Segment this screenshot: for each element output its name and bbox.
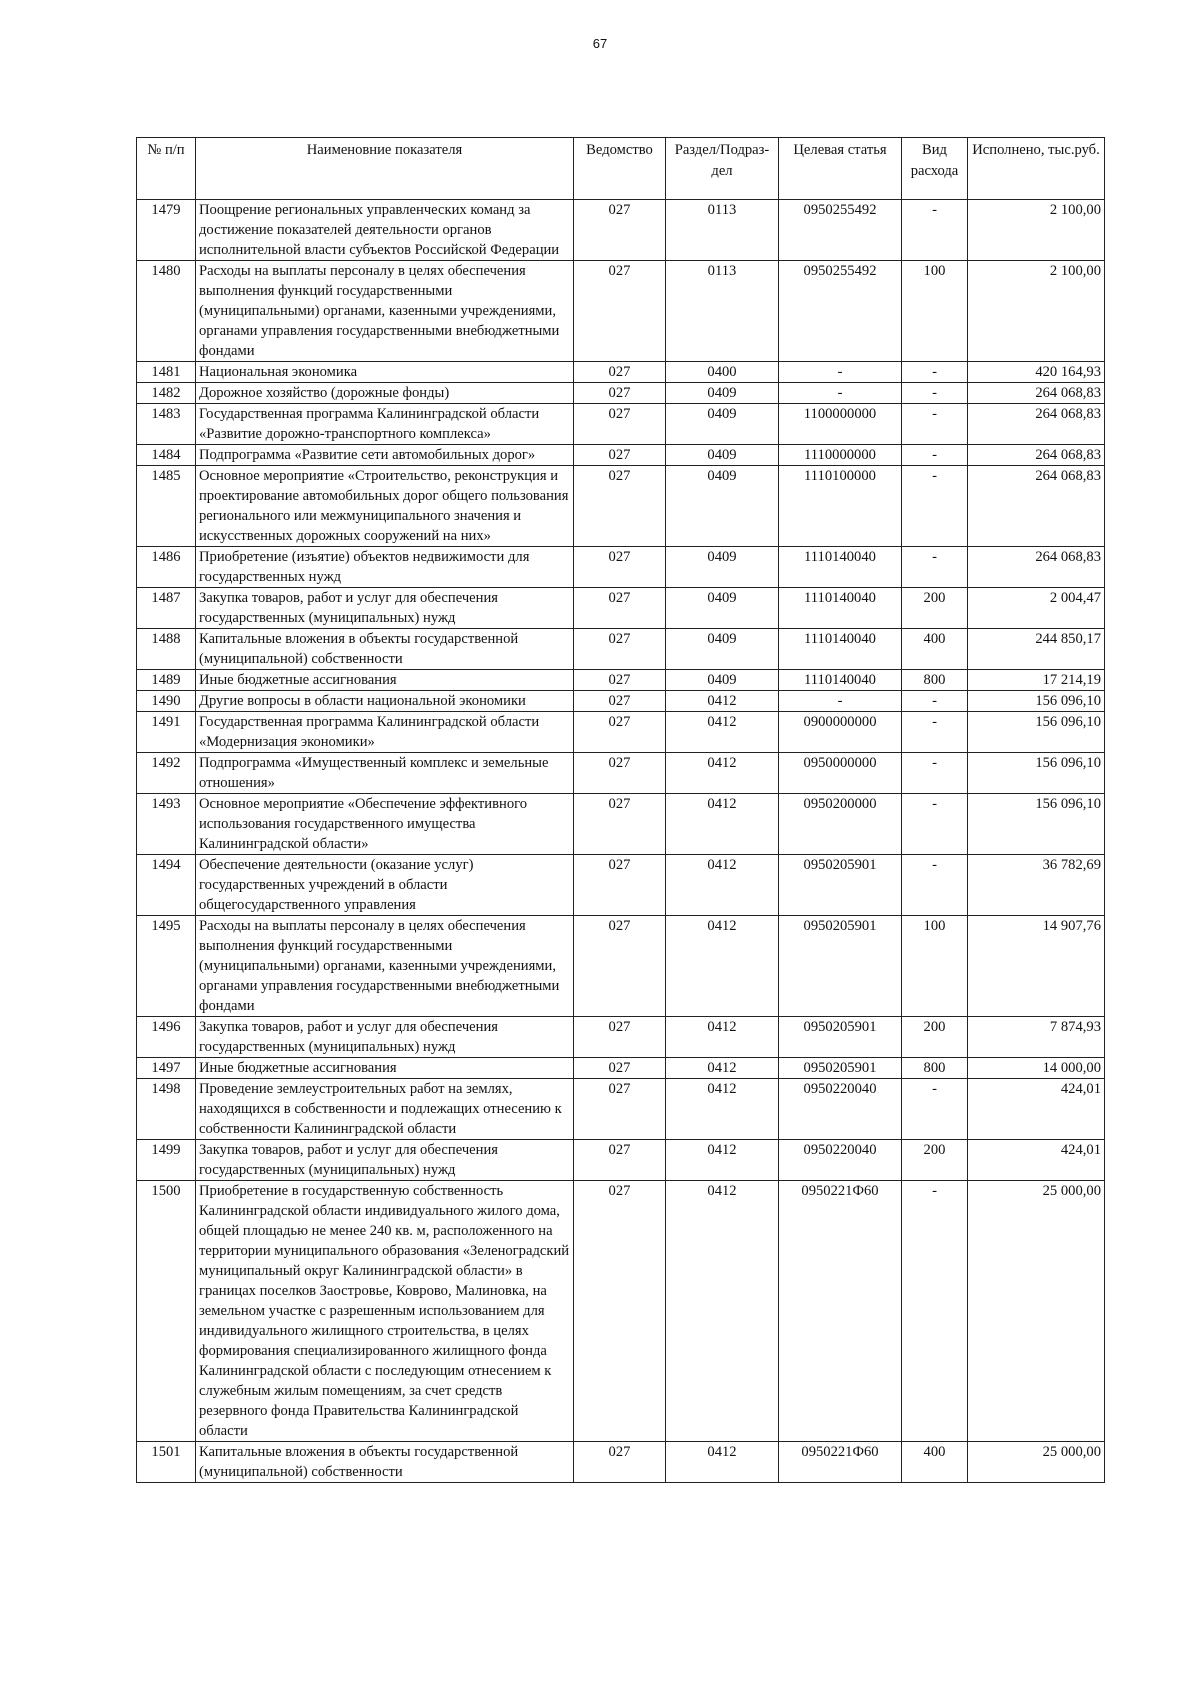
row-name: Обеспечение деятельности (оказание услуг) государственных учреждений в области общегосударственного управления — [196, 855, 574, 916]
row-kind: 100 — [902, 916, 968, 1017]
row-amount: 17 214,19 — [968, 670, 1105, 691]
row-kind: - — [902, 383, 968, 404]
page-number: 67 — [592, 36, 608, 51]
row-section: 0409 — [666, 547, 779, 588]
row-number: 1499 — [137, 1140, 196, 1181]
row-amount: 424,01 — [968, 1079, 1105, 1140]
row-number: 1494 — [137, 855, 196, 916]
row-number: 1480 — [137, 261, 196, 362]
row-amount: 25 000,00 — [968, 1181, 1105, 1442]
row-number: 1485 — [137, 466, 196, 547]
row-target: 0900000000 — [779, 712, 902, 753]
row-section: 0409 — [666, 588, 779, 629]
row-target: 0950200000 — [779, 794, 902, 855]
row-name: Государственная программа Калининградской области «Модернизация экономики» — [196, 712, 574, 753]
row-section: 0113 — [666, 200, 779, 261]
row-kind: 400 — [902, 629, 968, 670]
row-section: 0412 — [666, 712, 779, 753]
row-dept: 027 — [574, 445, 666, 466]
row-kind: - — [902, 362, 968, 383]
row-number: 1484 — [137, 445, 196, 466]
table-row — [137, 794, 1105, 855]
row-kind: - — [902, 466, 968, 547]
row-dept: 027 — [574, 466, 666, 547]
row-amount: 25 000,00 — [968, 1442, 1105, 1483]
row-number: 1486 — [137, 547, 196, 588]
row-dept: 027 — [574, 1442, 666, 1483]
row-number: 1496 — [137, 1017, 196, 1058]
row-name: Национальная экономика — [196, 362, 574, 383]
header-dept: Ведомство — [574, 138, 666, 200]
row-dept: 027 — [574, 753, 666, 794]
row-section: 0412 — [666, 1181, 779, 1442]
row-name: Закупка товаров, работ и услуг для обеспечения государственных (муниципальных) нужд — [196, 1140, 574, 1181]
row-dept: 027 — [574, 588, 666, 629]
row-number: 1491 — [137, 712, 196, 753]
budget-table — [136, 137, 1105, 1483]
row-target: 0950255492 — [779, 200, 902, 261]
row-number: 1488 — [137, 629, 196, 670]
row-name: Подпрограмма «Имущественный комплекс и земельные отношения» — [196, 753, 574, 794]
row-section: 0412 — [666, 753, 779, 794]
row-number: 1489 — [137, 670, 196, 691]
row-kind: - — [902, 691, 968, 712]
row-section: 0412 — [666, 1442, 779, 1483]
table-row — [137, 362, 1105, 383]
row-dept: 027 — [574, 1079, 666, 1140]
row-name: Приобретение в государственную собственность Калининградской области индивидуального жилого дома, общей площадью не менее 240 кв. м, расположенного на территории муниципального образования «Зеленоградский муниципальный округ Калининградской области» в границах поселков Заостровье, Коврово, Малиновка, на земельном участке с разрешенным использованием для индивидуального жилищного строительства, в целях формирования специализированного жилищного фонда Калининградской области с последующим отнесением к служебным жилым помещениям, за счет средств резервного фонда Правительства Калининградской области — [196, 1181, 574, 1442]
row-number: 1483 — [137, 404, 196, 445]
table-row — [137, 855, 1105, 916]
row-amount: 156 096,10 — [968, 691, 1105, 712]
row-target: 0950221Ф60 — [779, 1181, 902, 1442]
row-amount: 156 096,10 — [968, 712, 1105, 753]
row-name: Государственная программа Калининградской области «Развитие дорожно-транспортного комплекса» — [196, 404, 574, 445]
row-section: 0412 — [666, 1140, 779, 1181]
row-name: Дорожное хозяйство (дорожные фонды) — [196, 383, 574, 404]
header-num: № п/п — [137, 138, 196, 200]
row-dept: 027 — [574, 404, 666, 445]
row-section: 0412 — [666, 916, 779, 1017]
row-target: - — [779, 362, 902, 383]
row-kind: 800 — [902, 1058, 968, 1079]
row-kind: - — [902, 712, 968, 753]
header-section: Раздел/Подраз-дел — [666, 138, 779, 200]
row-dept: 027 — [574, 1017, 666, 1058]
row-dept: 027 — [574, 261, 666, 362]
row-dept: 027 — [574, 916, 666, 1017]
row-name: Расходы на выплаты персоналу в целях обеспечения выполнения функций государственными (муниципальными) органами, казенными учреждениями, органами управления государственными внебюджетными фондами — [196, 261, 574, 362]
row-amount: 36 782,69 — [968, 855, 1105, 916]
row-section: 0412 — [666, 794, 779, 855]
row-name: Иные бюджетные ассигнования — [196, 1058, 574, 1079]
row-kind: - — [902, 855, 968, 916]
row-dept: 027 — [574, 1181, 666, 1442]
table-row — [137, 753, 1105, 794]
table-body — [137, 200, 1105, 1483]
row-dept: 027 — [574, 1140, 666, 1181]
row-target: 1110000000 — [779, 445, 902, 466]
row-name: Проведение землеустроительных работ на землях, находящихся в собственности и подлежащих отнесению к собственности Калининградской области — [196, 1079, 574, 1140]
row-dept: 027 — [574, 383, 666, 404]
table-header-row — [137, 138, 1105, 200]
row-target: 1110140040 — [779, 670, 902, 691]
row-section: 0409 — [666, 445, 779, 466]
row-number: 1481 — [137, 362, 196, 383]
row-amount: 264 068,83 — [968, 547, 1105, 588]
row-number: 1497 — [137, 1058, 196, 1079]
row-kind: - — [902, 794, 968, 855]
row-kind: - — [902, 1181, 968, 1442]
table-row — [137, 670, 1105, 691]
row-kind: - — [902, 445, 968, 466]
row-number: 1498 — [137, 1079, 196, 1140]
row-target: 0950205901 — [779, 1058, 902, 1079]
row-section: 0412 — [666, 855, 779, 916]
row-amount: 264 068,83 — [968, 404, 1105, 445]
header-amount: Исполнено, тыс.руб. — [968, 138, 1105, 200]
row-target: - — [779, 691, 902, 712]
row-dept: 027 — [574, 1058, 666, 1079]
table-row — [137, 445, 1105, 466]
row-name: Капитальные вложения в объекты государственной (муниципальной) собственности — [196, 629, 574, 670]
table-row — [137, 383, 1105, 404]
row-target: 0950000000 — [779, 753, 902, 794]
row-amount: 14 000,00 — [968, 1058, 1105, 1079]
table-row — [137, 1058, 1105, 1079]
row-target: 0950205901 — [779, 916, 902, 1017]
table-row — [137, 712, 1105, 753]
row-name: Основное мероприятие «Строительство, реконструкция и проектирование автомобильных дорог общего пользования регионального или межмуниципального значения и искусственных дорожных сооружений на них» — [196, 466, 574, 547]
table-row — [137, 1079, 1105, 1140]
row-dept: 027 — [574, 855, 666, 916]
row-amount: 2 100,00 — [968, 200, 1105, 261]
row-target: 0950205901 — [779, 1017, 902, 1058]
row-amount: 424,01 — [968, 1140, 1105, 1181]
row-target: 1110140040 — [779, 588, 902, 629]
row-name: Приобретение (изъятие) объектов недвижимости для государственных нужд — [196, 547, 574, 588]
row-dept: 027 — [574, 547, 666, 588]
table-row — [137, 916, 1105, 1017]
row-amount: 264 068,83 — [968, 383, 1105, 404]
row-number: 1500 — [137, 1181, 196, 1442]
row-number: 1490 — [137, 691, 196, 712]
row-name: Основное мероприятие «Обеспечение эффективного использования государственного имущества Калининградской области» — [196, 794, 574, 855]
row-kind: 200 — [902, 1017, 968, 1058]
row-dept: 027 — [574, 670, 666, 691]
header-name: Наименовние показателя — [196, 138, 574, 200]
row-dept: 027 — [574, 712, 666, 753]
row-section: 0409 — [666, 629, 779, 670]
row-number: 1487 — [137, 588, 196, 629]
row-number: 1501 — [137, 1442, 196, 1483]
row-target: 1110100000 — [779, 466, 902, 547]
row-target: 1100000000 — [779, 404, 902, 445]
row-dept: 027 — [574, 362, 666, 383]
row-section: 0412 — [666, 1058, 779, 1079]
row-name: Иные бюджетные ассигнования — [196, 670, 574, 691]
row-section: 0113 — [666, 261, 779, 362]
row-section: 0409 — [666, 466, 779, 547]
row-target: 0950255492 — [779, 261, 902, 362]
row-amount: 264 068,83 — [968, 466, 1105, 547]
row-dept: 027 — [574, 629, 666, 670]
row-kind: 800 — [902, 670, 968, 691]
row-amount: 156 096,10 — [968, 794, 1105, 855]
table-row — [137, 404, 1105, 445]
row-number: 1492 — [137, 753, 196, 794]
row-section: 0412 — [666, 1017, 779, 1058]
row-target: 1110140040 — [779, 629, 902, 670]
row-kind: 100 — [902, 261, 968, 362]
row-target: 0950205901 — [779, 855, 902, 916]
table-row — [137, 466, 1105, 547]
row-dept: 027 — [574, 200, 666, 261]
row-amount: 7 874,93 — [968, 1017, 1105, 1058]
row-section: 0412 — [666, 691, 779, 712]
row-amount: 156 096,10 — [968, 753, 1105, 794]
table-row — [137, 1181, 1105, 1442]
row-kind: - — [902, 200, 968, 261]
row-name: Другие вопросы в области национальной экономики — [196, 691, 574, 712]
row-kind: 400 — [902, 1442, 968, 1483]
table-row — [137, 629, 1105, 670]
row-amount: 420 164,93 — [968, 362, 1105, 383]
row-name: Закупка товаров, работ и услуг для обеспечения государственных (муниципальных) нужд — [196, 588, 574, 629]
row-target: 0950220040 — [779, 1079, 902, 1140]
row-amount: 2 100,00 — [968, 261, 1105, 362]
table-row — [137, 1442, 1105, 1483]
table-row — [137, 200, 1105, 261]
table-row — [137, 691, 1105, 712]
table-row — [137, 547, 1105, 588]
row-dept: 027 — [574, 691, 666, 712]
row-name: Поощрение региональных управленческих команд за достижение показателей деятельности органов исполнительной власти субъектов Российской Федерации — [196, 200, 574, 261]
header-kind: Вид расхода — [902, 138, 968, 200]
row-number: 1495 — [137, 916, 196, 1017]
row-number: 1479 — [137, 200, 196, 261]
row-kind: - — [902, 547, 968, 588]
row-amount: 244 850,17 — [968, 629, 1105, 670]
row-name: Подпрограмма «Развитие сети автомобильных дорог» — [196, 445, 574, 466]
row-section: 0409 — [666, 383, 779, 404]
row-target: 0950220040 — [779, 1140, 902, 1181]
row-number: 1482 — [137, 383, 196, 404]
table-row — [137, 1017, 1105, 1058]
row-section: 0400 — [666, 362, 779, 383]
row-amount: 264 068,83 — [968, 445, 1105, 466]
row-dept: 027 — [574, 794, 666, 855]
row-amount: 14 907,76 — [968, 916, 1105, 1017]
row-kind: - — [902, 753, 968, 794]
row-section: 0409 — [666, 670, 779, 691]
row-kind: 200 — [902, 1140, 968, 1181]
table-row — [137, 588, 1105, 629]
header-target: Целевая статья — [779, 138, 902, 200]
row-section: 0412 — [666, 1079, 779, 1140]
row-target: - — [779, 383, 902, 404]
row-kind: - — [902, 404, 968, 445]
row-kind: 200 — [902, 588, 968, 629]
table-row — [137, 261, 1105, 362]
row-name: Капитальные вложения в объекты государственной (муниципальной) собственности — [196, 1442, 574, 1483]
row-target: 1110140040 — [779, 547, 902, 588]
row-kind: - — [902, 1079, 968, 1140]
row-name: Расходы на выплаты персоналу в целях обеспечения выполнения функций государственными (муниципальными) органами, казенными учреждениями, органами управления государственными внебюджетными фондами — [196, 916, 574, 1017]
row-section: 0409 — [666, 404, 779, 445]
row-amount: 2 004,47 — [968, 588, 1105, 629]
row-name: Закупка товаров, работ и услуг для обеспечения государственных (муниципальных) нужд — [196, 1017, 574, 1058]
row-target: 0950221Ф60 — [779, 1442, 902, 1483]
row-number: 1493 — [137, 794, 196, 855]
table-row — [137, 1140, 1105, 1181]
